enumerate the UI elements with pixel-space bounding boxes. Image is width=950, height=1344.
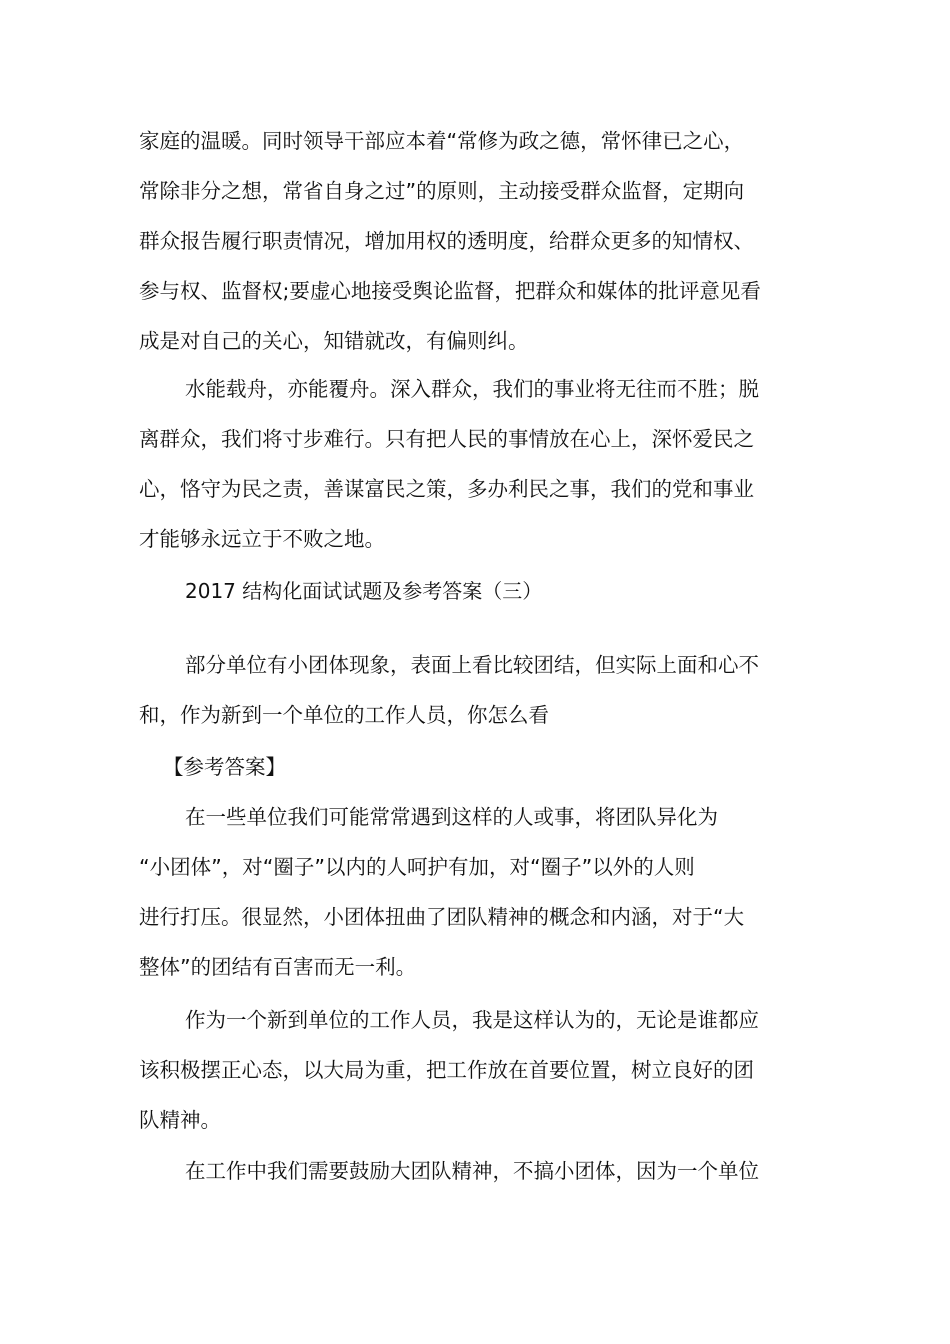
answer-paragraph-1 [139,792,799,992]
text-line: 作为一个新到单位的工作人员，我是这样认为的，无论是谁都应 [185,1008,759,1032]
text-line: 该积极摆正心态，以大局为重，把工作放在首要位置，树立良好的团 [139,1058,754,1082]
text-line: 成是对自己的关心，知错就改，有偏则纠。 [139,329,529,353]
paragraph-supervision [139,116,799,366]
text-line: 群众报告履行职责情况，增加用权的透明度，给群众更多的知情权、 [139,229,754,253]
text-line: 离群众，我们将寸步难行。只有把人民的事情放在心上，深怀爱民之 [139,427,754,451]
text-line: 水能载舟，亦能覆舟。深入群众，我们的事业将无往而不胜；脱 [185,377,759,401]
question-paragraph [139,640,799,740]
answer-paragraph-3 [139,1146,799,1196]
text-line: 在工作中我们需要鼓励大团队精神，不搞小团体，因为一个单位 [185,1159,759,1183]
text-line: 在一些单位我们可能常常遇到这样的人或事，将团队异化为 [185,805,718,829]
text-line: 参与权、监督权;要虚心地接受舆论监督，把群众和媒体的批评意见看 [139,279,761,303]
text-line: 进行打压。很显然，小团体扭曲了团队精神的概念和内涵，对于“大 [139,905,745,929]
text-line: 部分单位有小团体现象，表面上看比较团结，但实际上面和心不 [185,653,759,677]
text-line: 和，作为新到一个单位的工作人员，你怎么看 [139,703,549,727]
text-line: 心，恪守为民之责，善谋富民之策，多办利民之事，我们的党和事业 [139,477,754,501]
text-line: 家庭的温暖。同时领导干部应本着“常修为政之德，常怀律已之心， [139,129,745,153]
section-heading [139,566,799,616]
text-line: 常除非分之想，常省自身之过”的原则，主动接受群众监督，定期向 [139,179,745,203]
answer-label-block [139,742,799,792]
text-line: 队精神。 [139,1108,221,1132]
text-line: 才能够永远立于不败之地。 [139,527,385,551]
answer-paragraph-2 [139,995,799,1145]
text-line: 整体”的团结有百害而无一利。 [139,955,417,979]
paragraph-water-boat [139,364,799,564]
text-line: “小团体”，对“圈子”以内的人呵护有加，对“圈子”以外的人则 [139,855,695,879]
answer-label: 【参考答案】 [163,755,286,779]
section-title: 2017 结构化面试试题及参考答案（三） [185,579,543,603]
